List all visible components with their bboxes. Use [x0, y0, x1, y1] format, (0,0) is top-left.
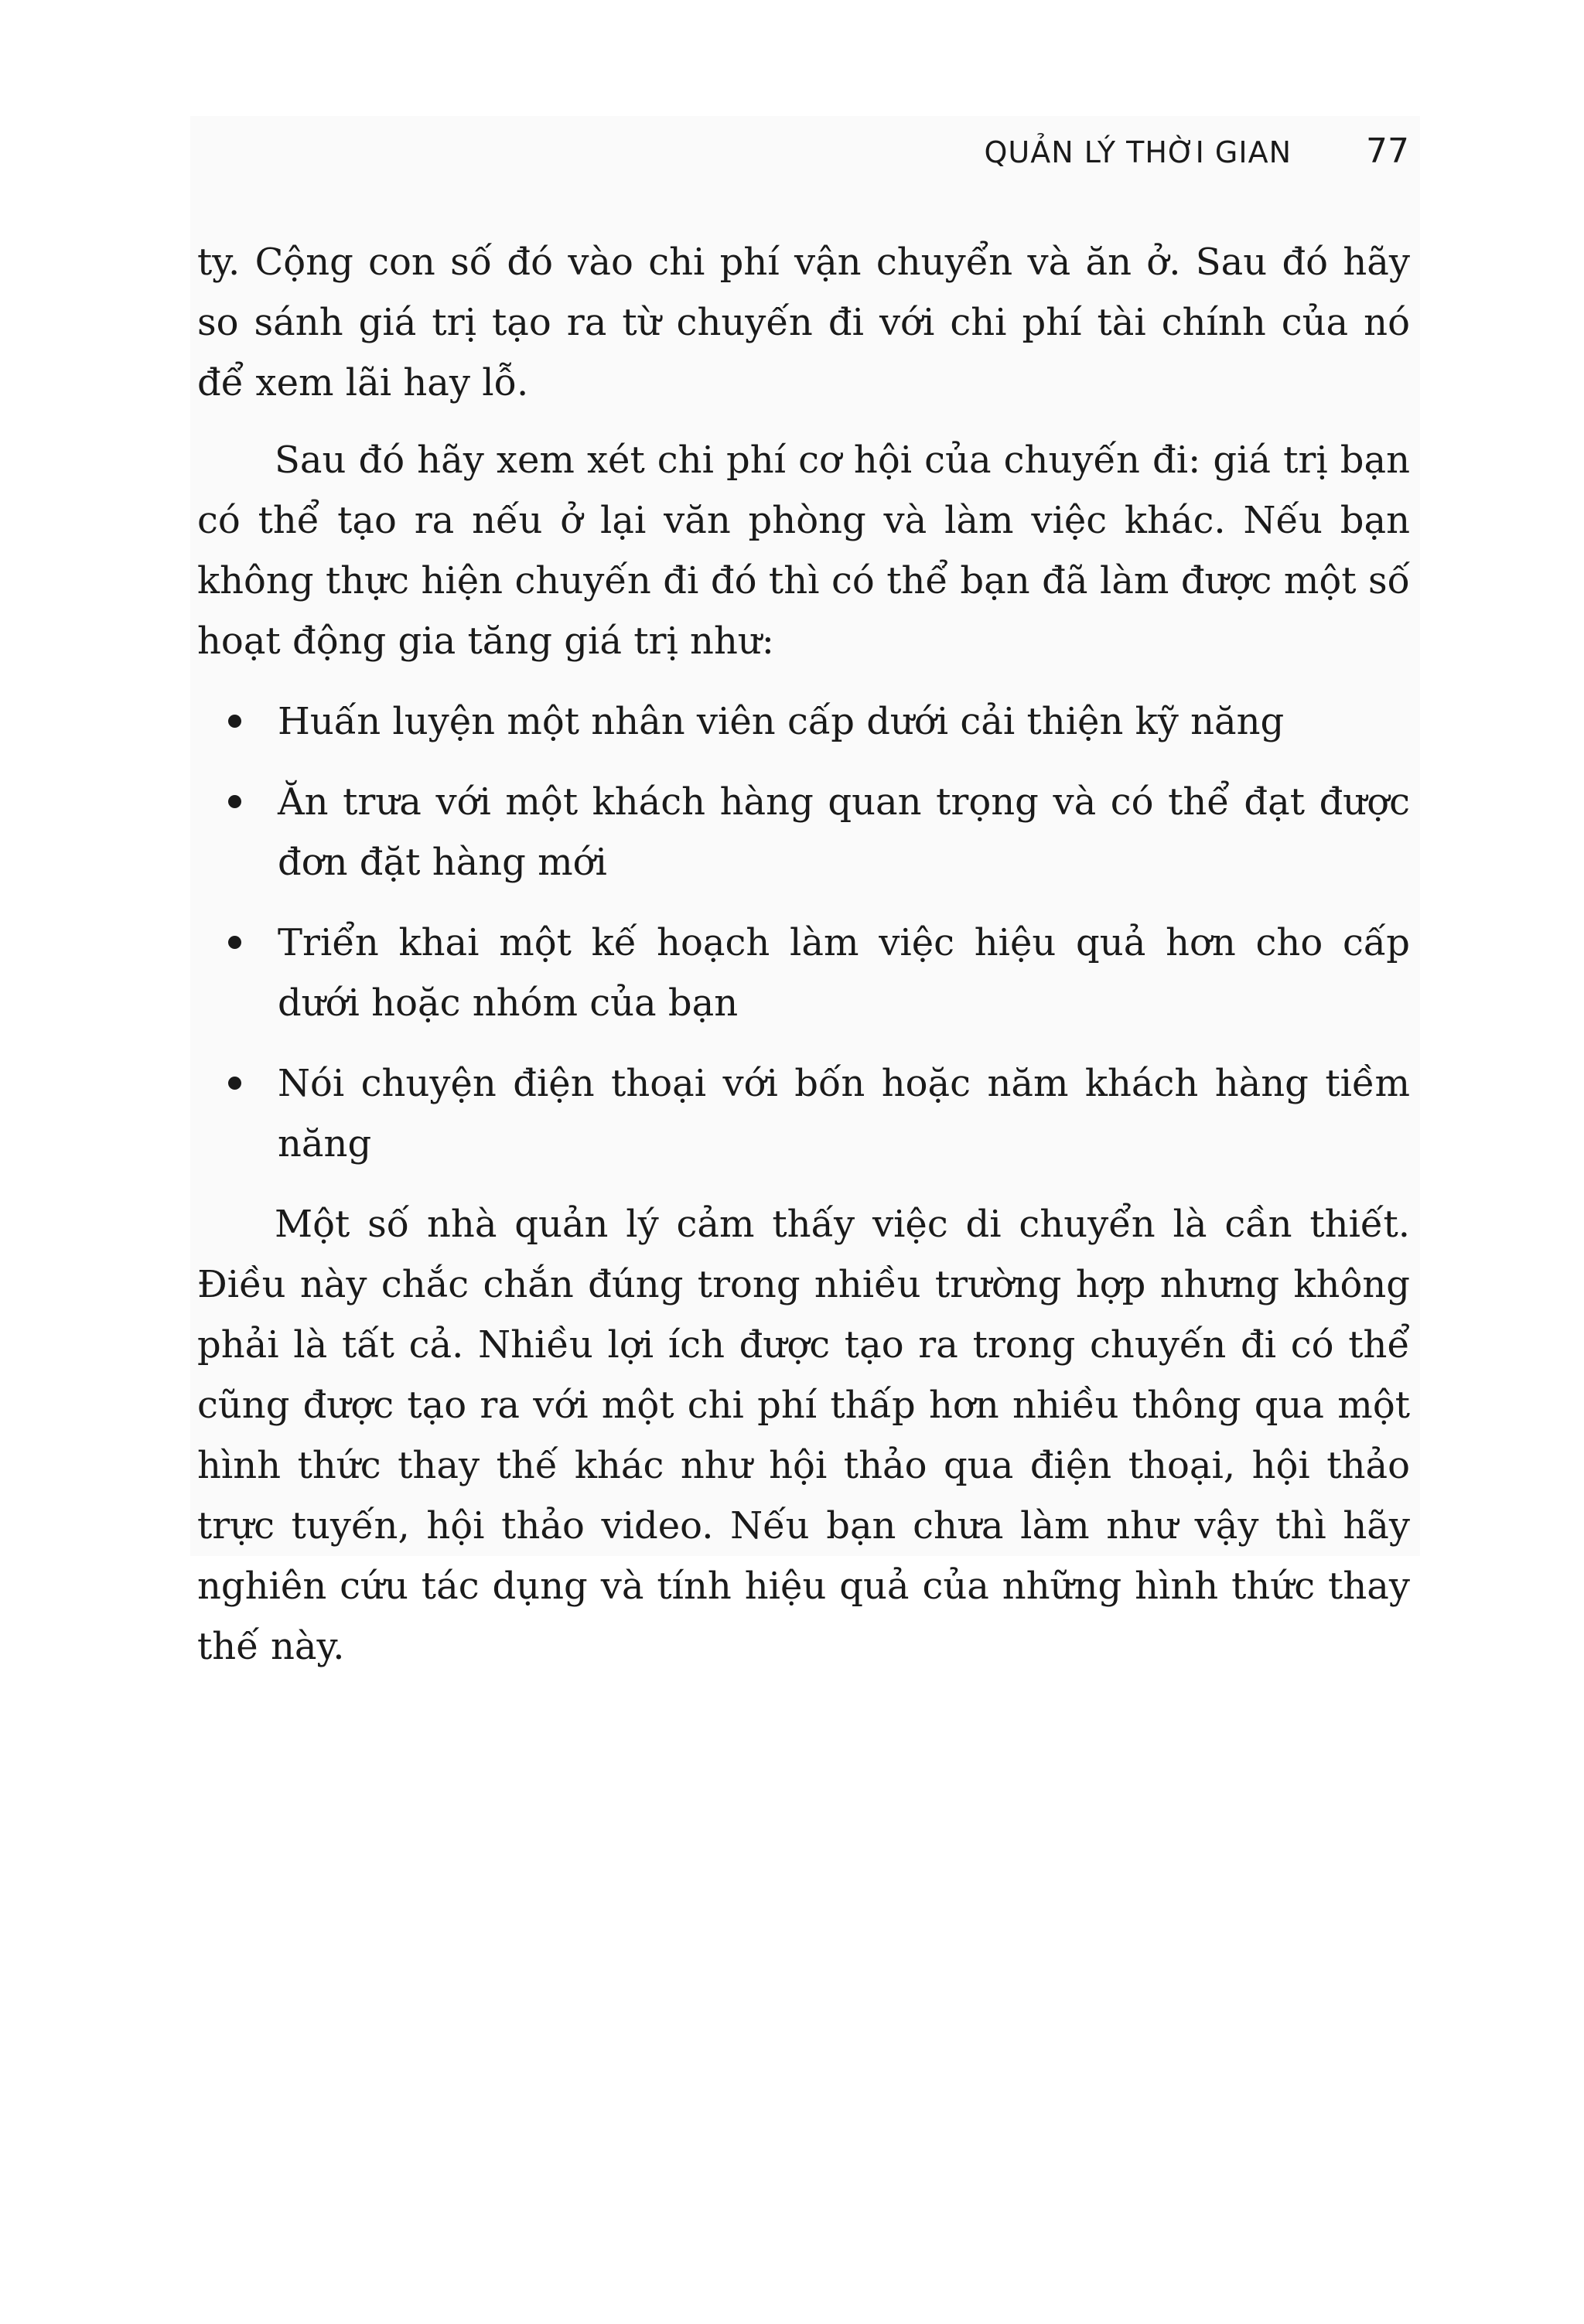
running-title: QUẢN LÝ THỜI GIAN [984, 135, 1292, 169]
bullet-list [197, 691, 1410, 1174]
bullet-icon [228, 795, 241, 808]
list-item-text: Ăn trưa với một khách hàng quan trọng và có thể đạt được đơn đặt hàng mới [278, 780, 1410, 884]
running-head [985, 131, 1409, 171]
bullet-icon [228, 936, 241, 949]
list-item [197, 913, 1410, 1033]
body-text [197, 232, 1410, 1677]
paragraph-alternatives: Một số nhà quản lý cảm thấy việc di chuyển là cần thiết. Điều này chắc chắn đúng trong nhiều trường hợp nhưng không phải là tất cả. Nhiều lợi ích được tạo ra trong chuyến đi có thể cũng được tạo ra với một chi phí thấp hơn nhiều thông qua một hình thức thay thế khác như hội thảo qua điện thoại, hội thảo trực tuyến, hội thảo video. Nếu bạn chưa làm như vậy thì hãy nghiên cứu tác dụng và tính hiệu quả của những hình thức thay thế này. [197, 1203, 1410, 1668]
list-item [197, 772, 1410, 892]
list-item-text: Nói chuyện điện thoại với bốn hoặc năm khách hàng tiềm năng [278, 1062, 1410, 1165]
bullet-icon [228, 715, 241, 728]
paragraph-continued: ty. Cộng con số đó vào chi phí vận chuyển và ăn ở. Sau đó hãy so sánh giá trị tạo ra từ chuyến đi với chi phí tài chính của nó để xem lãi hay lỗ. [197, 241, 1410, 404]
bullet-icon [228, 1077, 241, 1090]
paragraph-opportunity-cost: Sau đó hãy xem xét chi phí cơ hội của chuyến đi: giá trị bạn có thể tạo ra nếu ở lại văn phòng và làm việc khác. Nếu bạn không thực hiện chuyến đi đó thì có thể bạn đã làm được một số hoạt động gia tăng giá trị như: [197, 439, 1410, 663]
list-item-text: Huấn luyện một nhân viên cấp dưới cải thiện kỹ năng [278, 700, 1285, 743]
list-item-text: Triển khai một kế hoạch làm việc hiệu quả hơn cho cấp dưới hoặc nhóm của bạn [278, 921, 1410, 1025]
list-item [197, 1053, 1410, 1174]
page-number: 77 [1366, 131, 1409, 171]
list-item [197, 691, 1410, 752]
